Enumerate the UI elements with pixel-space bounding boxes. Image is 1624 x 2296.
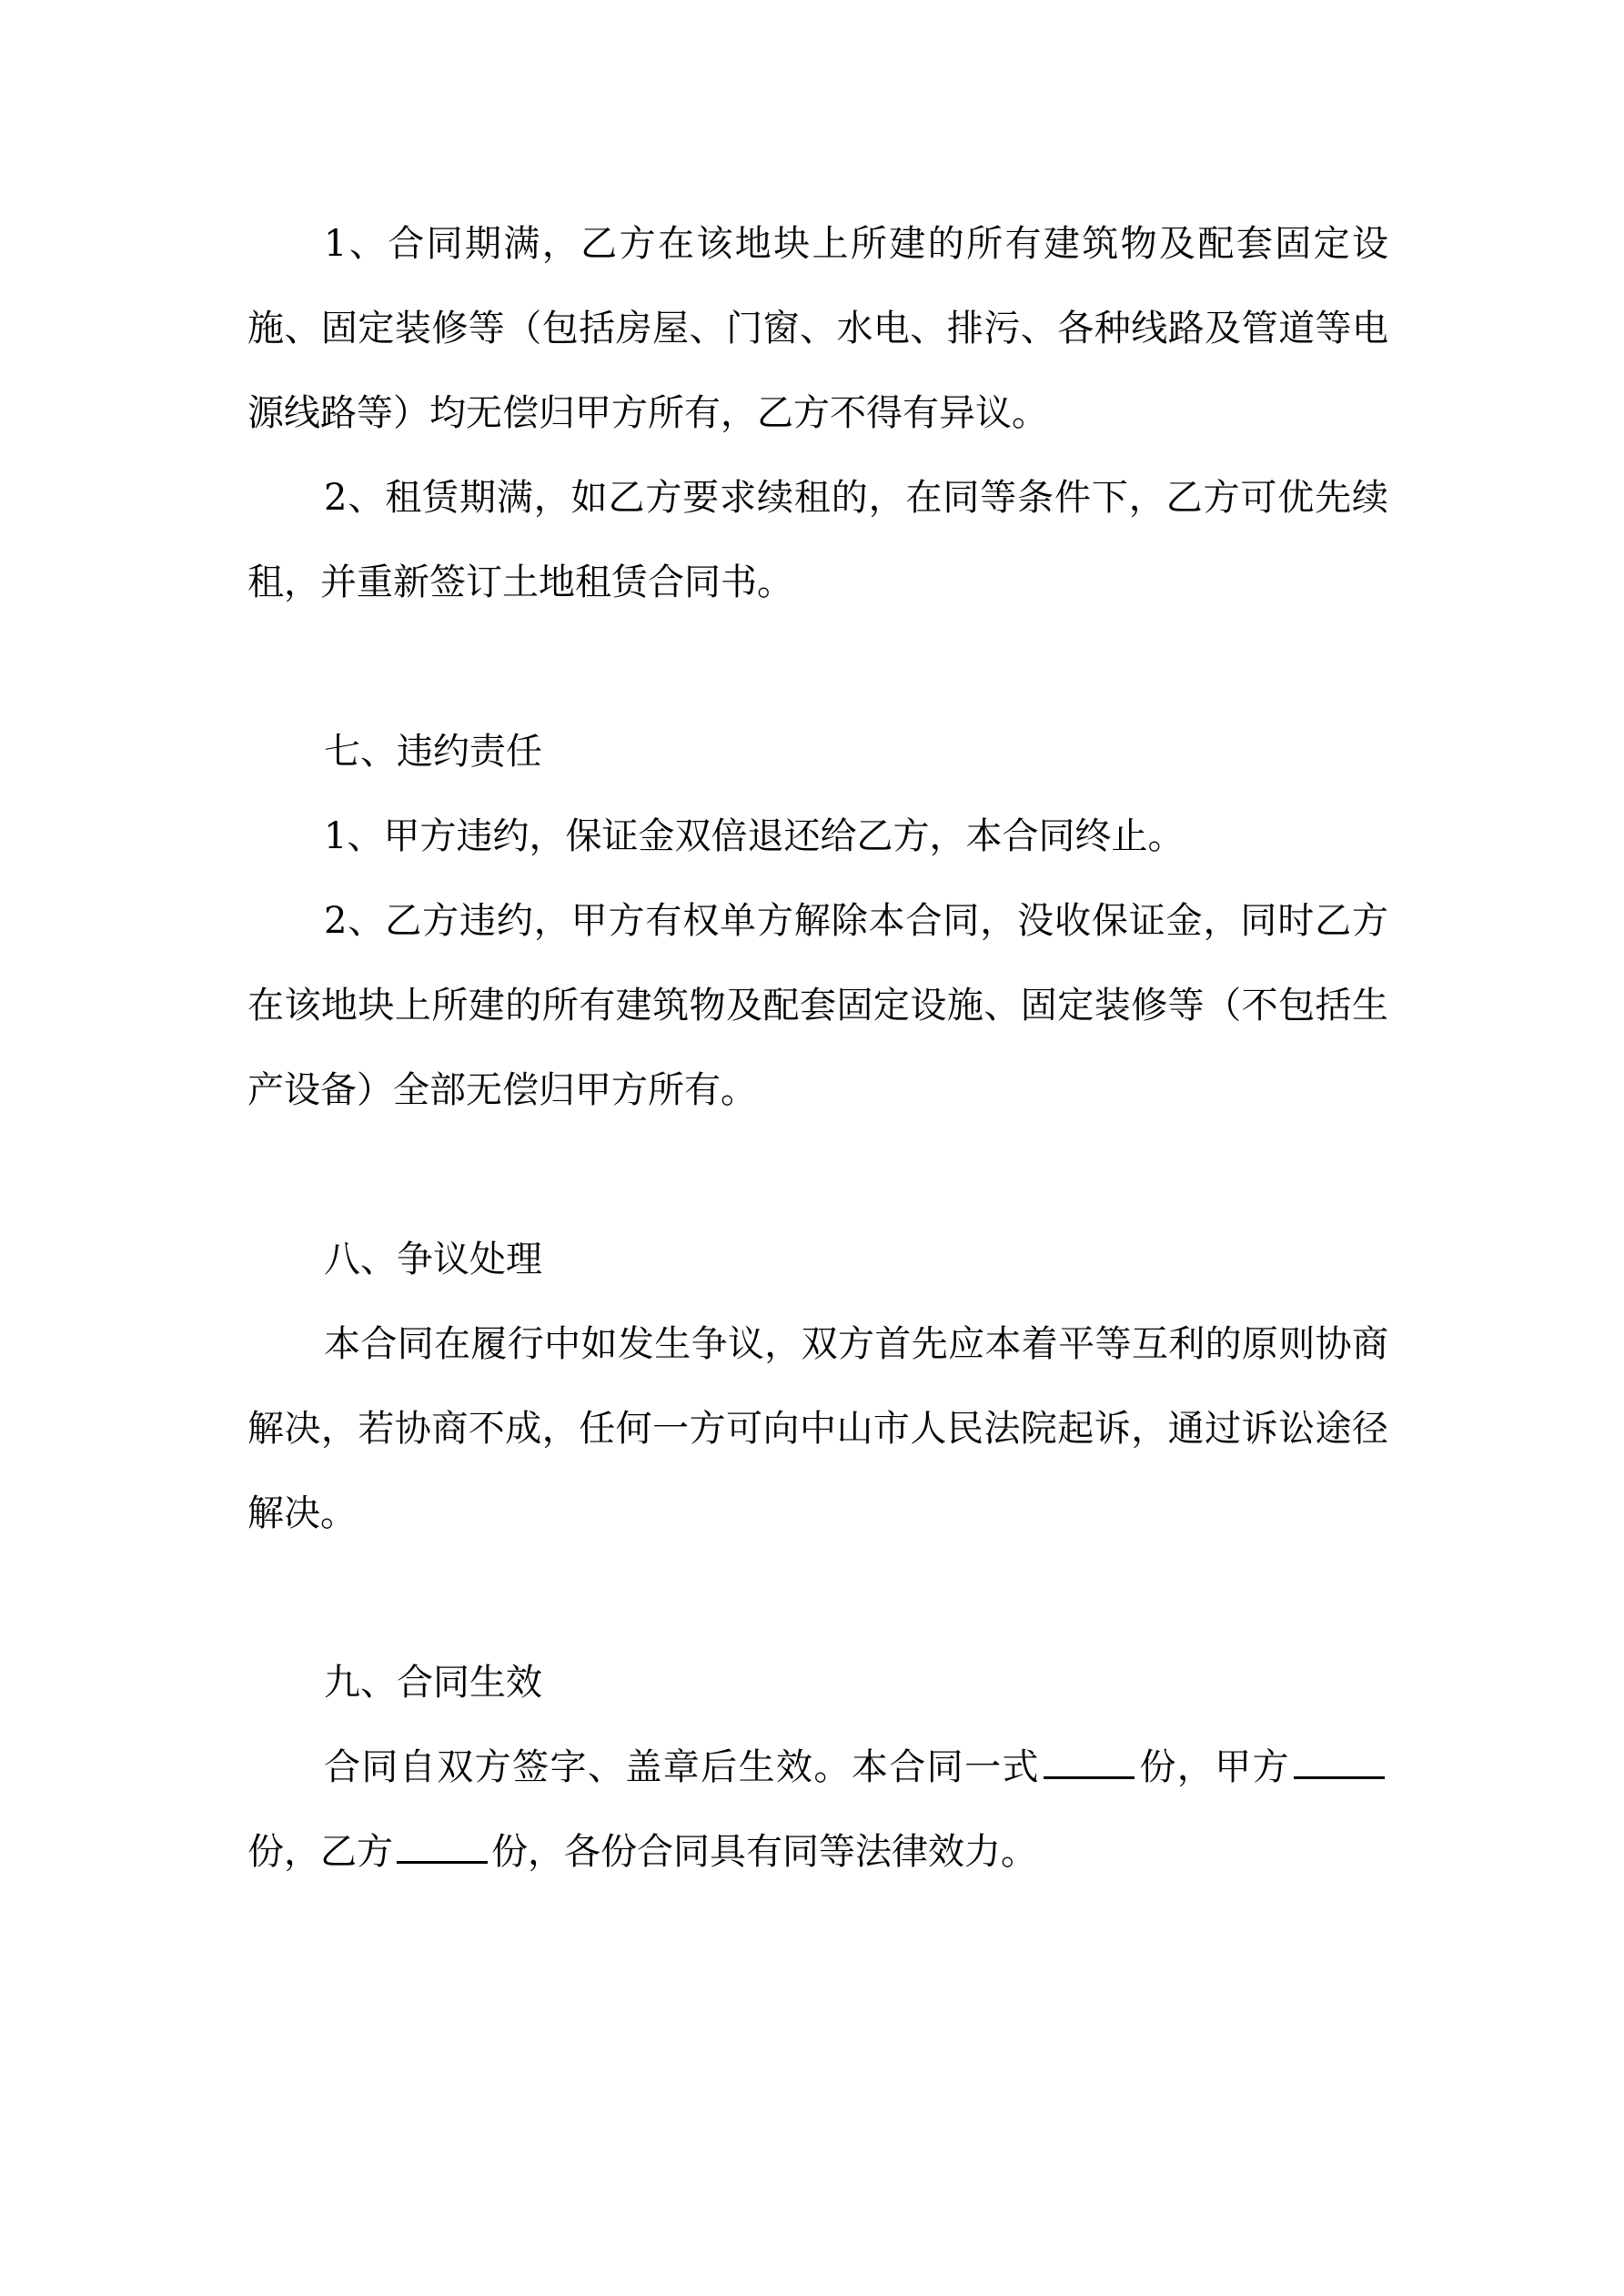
section7-item1: 1、甲方违约，保证金双倍退还给乙方，本合同终止。 bbox=[324, 815, 1185, 857]
section8-heading: 八、争议处理 bbox=[324, 1239, 542, 1280]
section-gap bbox=[247, 1133, 1388, 1218]
section9-text-part4: 份，各份合同具有同等法律效力。 bbox=[491, 1831, 1037, 1873]
copies-party-a-blank bbox=[1294, 1745, 1385, 1779]
section8-body: 本合同在履行中如发生争议，双方首先应本着平等互利的原则协商解决，若协商不成，任何一方可向中山市人民法院起诉，通过诉讼途径解决。 bbox=[247, 1323, 1388, 1534]
section9-body bbox=[247, 1725, 1388, 1895]
section9-text-part2: 份，甲方 bbox=[1137, 1746, 1291, 1788]
document-body bbox=[247, 202, 1388, 1895]
section7-heading: 七、违约责任 bbox=[324, 731, 542, 773]
section7-item2: 2、乙方违约，甲方有权单方解除本合同，没收保证金，同时乙方在该地块上所建的所有建筑物及配套固定设施、固定装修等（不包括生产设备）全部无偿归甲方所有。 bbox=[247, 900, 1388, 1111]
copies-total-blank bbox=[1044, 1745, 1135, 1779]
section9-text-part1: 合同自双方签字、盖章后生效。本合同一式 bbox=[324, 1746, 1040, 1788]
section9-heading: 九、合同生效 bbox=[324, 1662, 542, 1704]
copies-party-b-blank bbox=[397, 1830, 488, 1864]
section6-item1: 1、合同期满，乙方在该地块上所建的所有建筑物及配套固定设施、固定装修等（包括房屋、门窗、水电、排污、各种线路及管道等电源线路等）均无偿归甲方所有，乙方不得有异议。 bbox=[247, 223, 1388, 434]
section9-text-part3: 份，乙方 bbox=[247, 1831, 393, 1873]
section-gap bbox=[247, 625, 1388, 710]
section6-item2: 2、租赁期满，如乙方要求续租的，在同等条件下，乙方可优先续租，并重新签订土地租赁合同书。 bbox=[247, 477, 1388, 603]
section-gap bbox=[247, 1556, 1388, 1641]
